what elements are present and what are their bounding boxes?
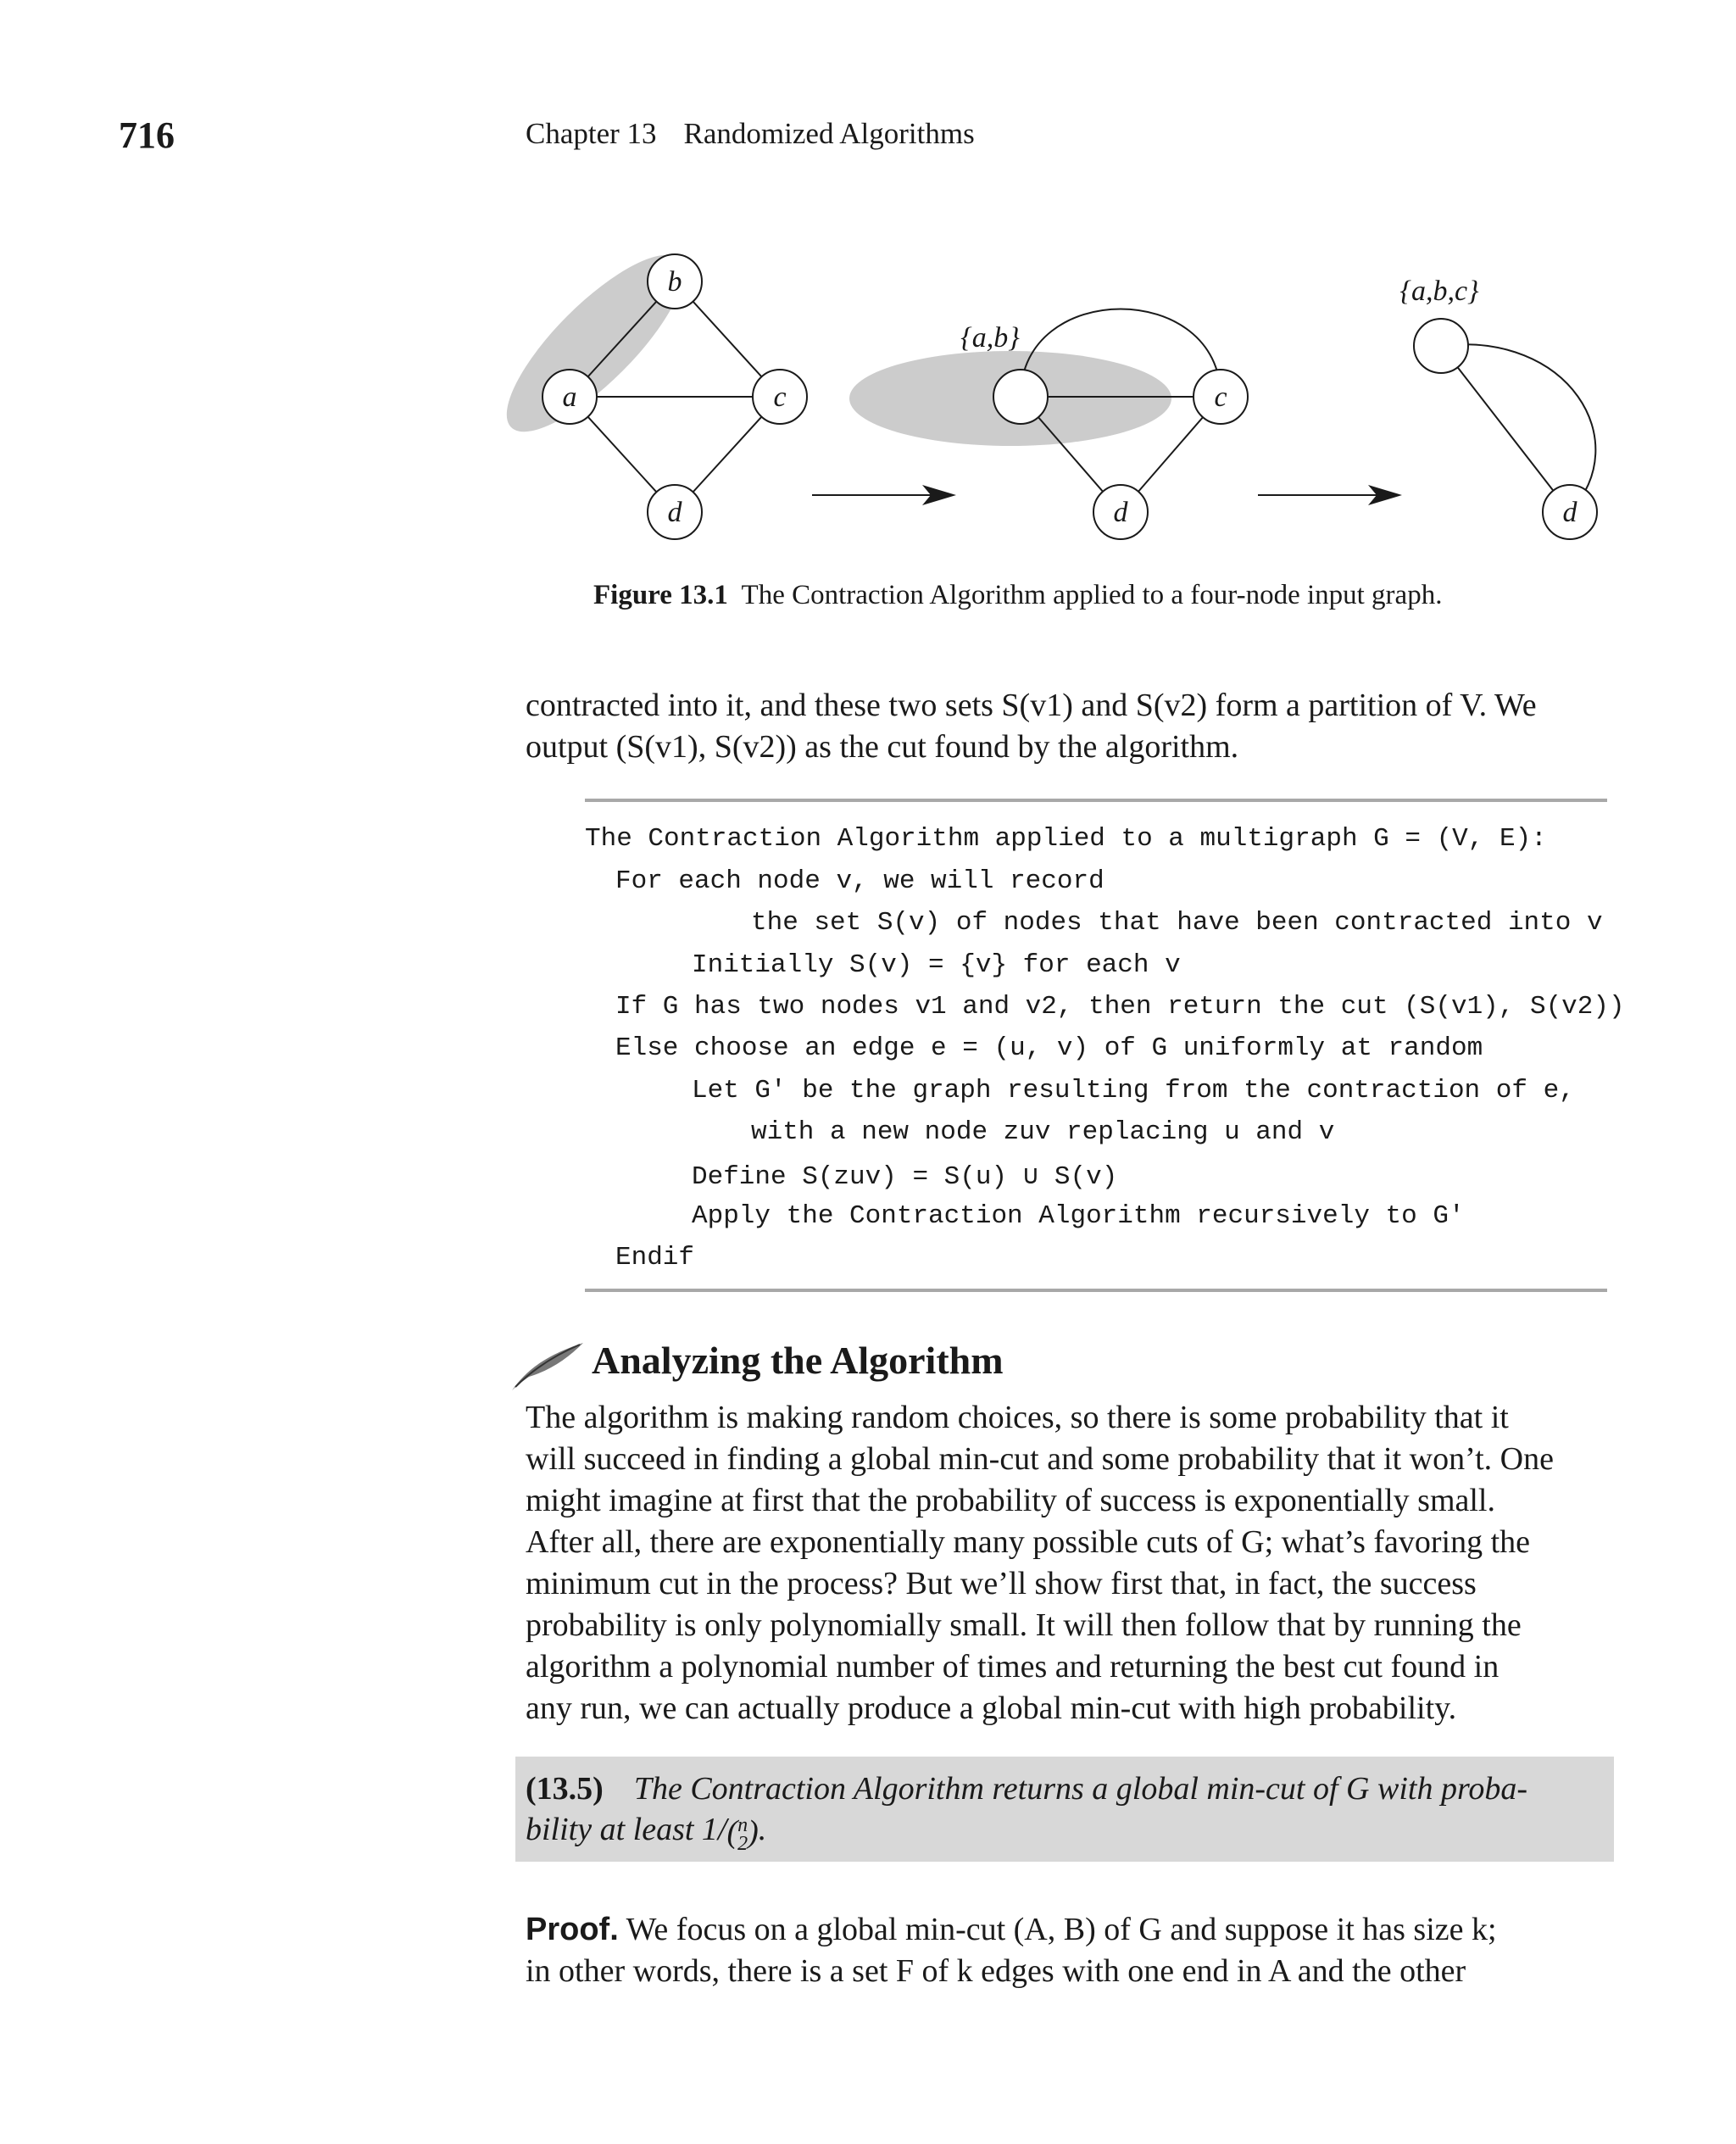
label-c2: c [1214,381,1227,413]
contraction-diagram [509,229,1628,560]
paragraph-line: minimum cut in the process? But we’ll show first that, in fact, the success [526,1566,1477,1601]
caption-label: Figure 13.1 [593,580,728,610]
algorithm-line: For each node v, we will record [615,866,1104,896]
page-number: 716 [119,114,175,156]
algorithm-line: with a new node zuv replacing u and v [751,1117,1335,1147]
chapter-number: Chapter 13 [526,117,657,150]
theorem-line: bility at least 1/ [526,1812,727,1847]
algorithm-line: Else choose an edge e = (u, v) of G uniformly at random [615,1033,1483,1063]
paragraph-line: We focus on a global min-cut (A, B) of G and suppose it has size k; [626,1912,1497,1947]
binom-bottom: 2 [737,1832,748,1855]
label-ab: {a,b} [960,322,1020,354]
graph-2 [849,309,1248,540]
algorithm-line: Endif [615,1243,695,1272]
paragraph-line: will succeed in finding a global min-cut and some probability that it won’t. One [526,1441,1554,1477]
theorem-box [515,1757,1614,1862]
algorithm-line: Initially S(v) = {v} for each v [692,950,1181,980]
algorithm-line: Define S(zuv) = S(u) ∪ S(v) [692,1162,1118,1192]
figure-caption [593,580,1442,611]
algorithm-line: The Contraction Algorithm applied to a multigraph G = (V, E): [585,824,1547,854]
proof-paragraph [526,1909,1607,1992]
algorithm-line: the set S(v) of nodes that have been contracted into v [751,908,1603,938]
algorithm-line: Let G′ be the graph resulting from the contraction of e, [692,1076,1575,1105]
paragraph-top [526,685,1607,768]
contraction-figure [509,229,1628,560]
paragraph-line: The algorithm is making random choices, so there is some probability that it [526,1400,1509,1435]
paragraph-line: probability is only polynomially small. It will then follow that by running the [526,1607,1522,1643]
feather-icon [509,1338,587,1394]
algorithm-line: Apply the Contraction Algorithm recursively to G′ [692,1201,1465,1231]
algorithm-box [585,799,1625,1292]
theorem-label: (13.5) [526,1771,604,1807]
paragraph-line: After all, there are exponentially many possible cuts of G; what’s favoring the [526,1524,1531,1560]
graph-1 [483,231,807,539]
section-title: Analyzing the Algorithm [592,1339,1004,1382]
binom-top: n [737,1813,748,1836]
label-d2: d [1113,497,1128,528]
chapter-title: Randomized Algorithms [683,117,975,150]
label-d3: d [1562,497,1577,528]
paragraph-line: algorithm a polynomial number of times and returning the best cut found in [526,1649,1500,1685]
analysis-paragraph [526,1397,1607,1729]
algorithm-line: If G has two nodes v1 and v2, then return the cut (S(v1), S(v2)) [615,992,1625,1022]
label-b: b [667,266,682,298]
paragraph-line: contracted into it, and these two sets S(v1) and S(v2) form a partition of V. We [526,688,1537,723]
graph-3 [1399,276,1597,539]
label-a: a [562,381,577,413]
binomial: (n 2) [726,1813,759,1855]
node-abc [1414,319,1468,373]
caption-text: The Contraction Algorithm applied to a four-node input graph. [741,580,1443,610]
paragraph-line: might imagine at first that the probability of success is exponentially small. [526,1483,1495,1518]
node-ab [993,370,1048,424]
paragraph-line: in other words, there is a set F of k edges with one end in A and the other [526,1953,1466,1989]
label-abc: {a,b,c} [1399,276,1479,307]
paragraph-line: output (S(v1), S(v2)) as the cut found by the algorithm. [526,729,1239,765]
theorem-end: . [758,1812,767,1847]
label-c: c [773,381,787,413]
proof-label: Proof. [526,1912,619,1947]
running-head [526,117,975,151]
paragraph-line: any run, we can actually produce a global min-cut with high probability. [526,1690,1457,1726]
theorem-line: The Contraction Algorithm returns a global min-cut of G with proba- [633,1771,1527,1807]
theorem-text [526,1768,1602,1853]
label-d: d [667,497,682,528]
